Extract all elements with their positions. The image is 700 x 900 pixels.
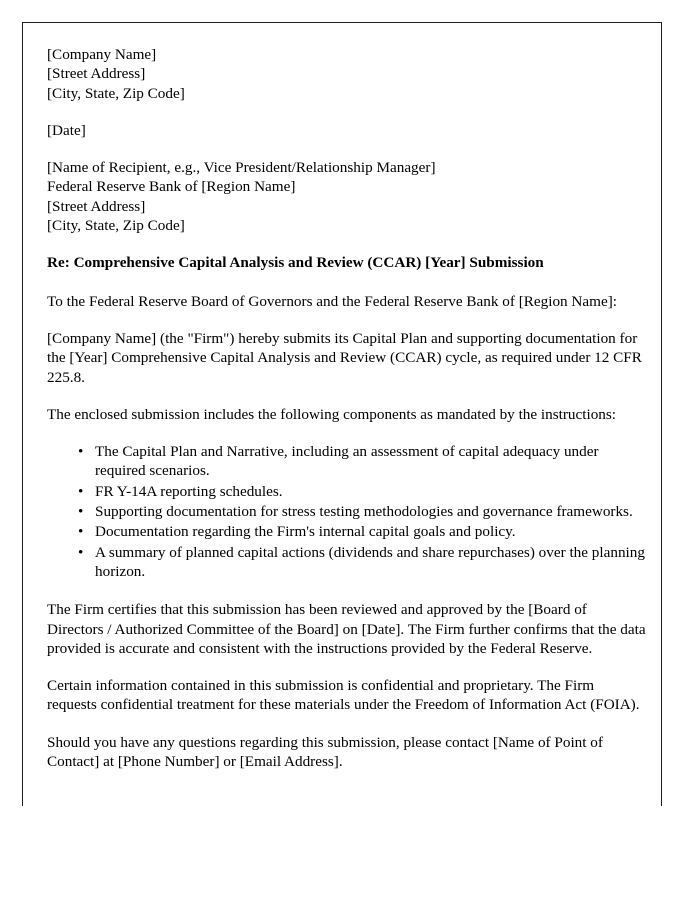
contact-paragraph: Should you have any questions regarding this submission, please contact [Name of Point of Contact] at [Phone Number] or [Email Address]. <box>47 733 603 771</box>
list-item-label: A summary of planned capital actions (dividends and share repurchases) over the planning horizon. <box>95 543 645 580</box>
sender-address-line: [Company Name] <box>47 46 157 63</box>
sender-address-line: [City, State, Zip Code] <box>47 84 185 102</box>
list-item <box>47 543 647 582</box>
bullet-icon: • <box>78 443 84 461</box>
recipient-address-line: [City, State, Zip Code] <box>47 217 185 235</box>
salutation: To the Federal Reserve Board of Governors and the Federal Reserve Bank of [Region Name]: <box>47 292 617 310</box>
bullet-icon: • <box>78 503 84 521</box>
sender-address-line: [Street Address] <box>47 65 146 83</box>
subject-line: Re: Comprehensive Capital Analysis and Review (CCAR) [Year] Submission <box>47 254 544 272</box>
recipient-address-block <box>47 158 647 235</box>
confidentiality-paragraph: Certain information contained in this submission is confidential and proprietary. The Firm requests confidential treatment for these materials under the Freedom of Information Act (FOIA). <box>47 677 640 714</box>
recipient-address-line: Federal Reserve Bank of [Region Name] <box>47 178 296 196</box>
bullet-icon: • <box>78 523 84 541</box>
list-item <box>47 482 647 501</box>
bullet-icon: • <box>78 543 84 561</box>
list-item-label: The Capital Plan and Narrative, including an assessment of capital adequacy under required scenarios. <box>95 443 599 480</box>
opening-paragraph: [Company Name] (the "Firm") hereby submits its Capital Plan and supporting documentation for the [Year] Comprehensive Capital Analysis and Review (CCAR) cycle, as required under 12 CFR 225.8. <box>47 329 642 386</box>
sender-address-block <box>47 45 647 103</box>
letter-date: [Date] <box>47 121 86 139</box>
certification-paragraph: The Firm certifies that this submission has been reviewed and approved by the [Board of Directors / Authorized Committee of the Board] on [Date]. The Firm further confirms that the data provided is accurate and consistent with the instructions provided by the Federal Reserve. <box>47 601 646 657</box>
components-intro-paragraph: The enclosed submission includes the following components as mandated by the instructions: <box>47 405 617 423</box>
list-item-label: FR Y-14A reporting schedules. <box>95 482 283 500</box>
letter-date-block <box>47 121 647 140</box>
list-item <box>47 522 647 541</box>
recipient-address-line: [Name of Recipient, e.g., Vice President/Relationship Manager] <box>47 159 436 177</box>
list-item-label: Documentation regarding the Firm's internal capital goals and policy. <box>95 523 516 541</box>
components-list <box>47 442 647 581</box>
list-item <box>47 442 647 481</box>
list-item <box>47 502 647 521</box>
letter-body <box>47 45 647 789</box>
recipient-address-line: [Street Address] <box>47 197 146 215</box>
bullet-icon: • <box>78 482 84 500</box>
list-item-label: Supporting documentation for stress testing methodologies and governance frameworks. <box>95 503 633 521</box>
